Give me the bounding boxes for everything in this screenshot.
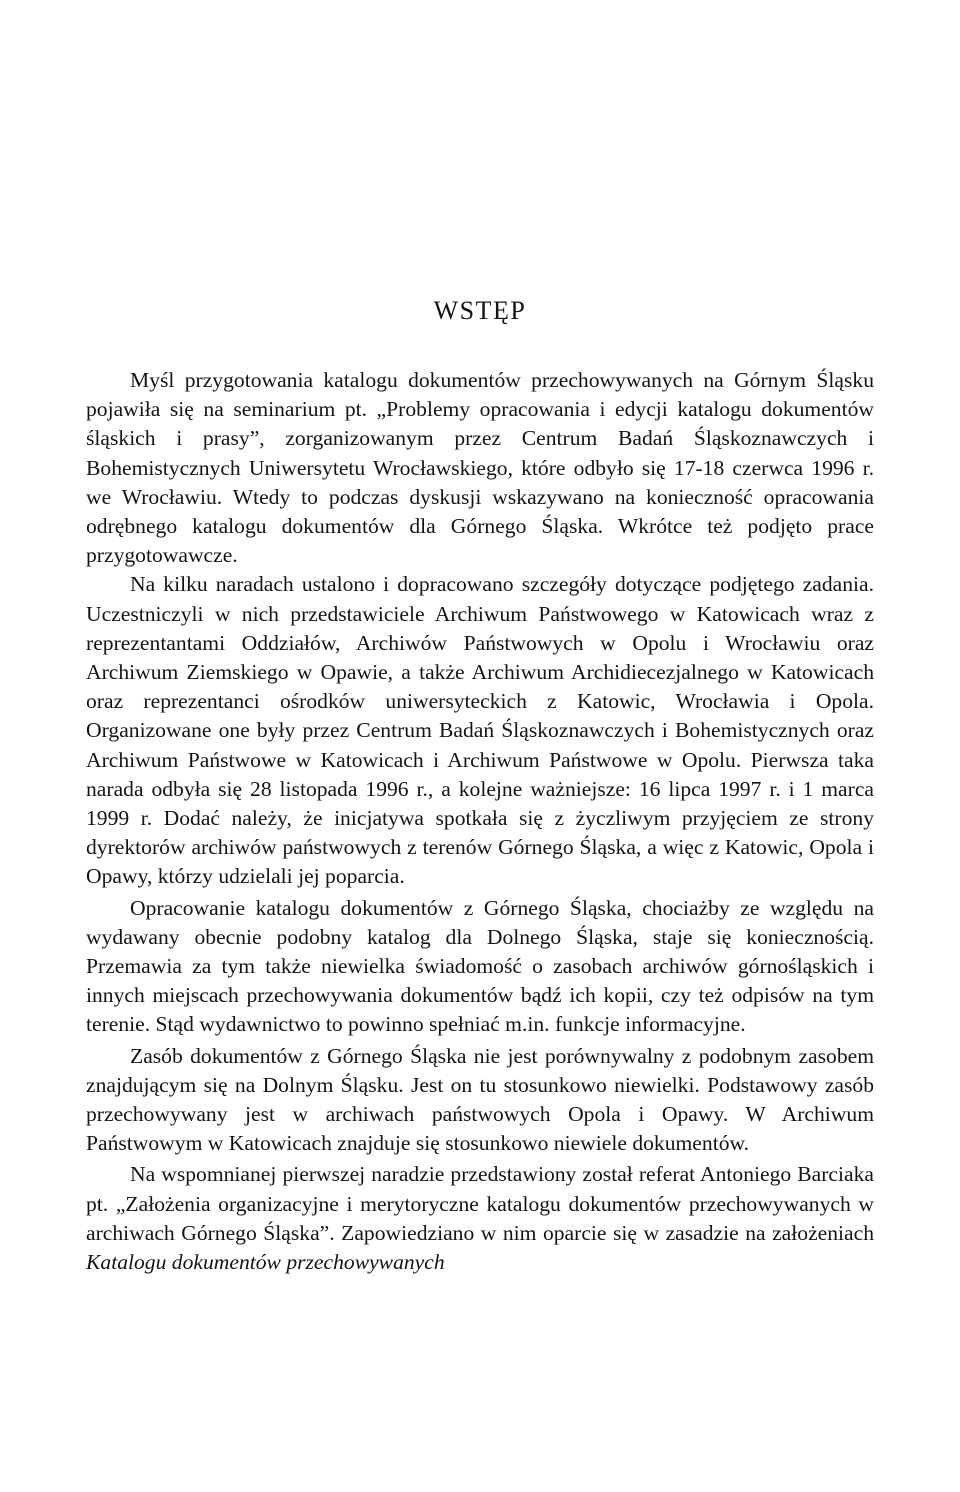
page-title: WSTĘP [433, 296, 527, 325]
paragraph-5-text: Na wspomnianej pierwszej naradzie przedstawiony został referat Antoniego Barciaka pt. „Założenia organizacyjne i merytoryczne katalogu dokumentów przechowywanych w archiwach Górnego Śląska”. Zapowiedziano w nim oparcie się w zasadzie na założeniach [86, 1162, 874, 1245]
paragraph-4: Zasób dokumentów z Górnego Śląska nie jest porównywalny z podobnym zasobem znajdującym się na Dolnym Śląsku. Jest on tu stosunkowo niewielki. Podstawowy zasób przechowywany jest w archiwach państwowych Opola i Opawy. W Archiwum Państwowym w Katowicach znajduje się stosunkowo niewiele dokumentów. [86, 1043, 874, 1156]
paragraph-5 [86, 1160, 874, 1277]
body-text [86, 366, 874, 1277]
paragraph-2: Na kilku naradach ustalono i dopracowano szczegóły dotyczące podjętego zadania. Uczestniczyli w nich przedstawiciele Archiwum Państwowego w Katowicach wraz z reprezentantami Oddziałów, Archiwów Państwowych w Opolu i Wrocławiu oraz Archiwum Ziemskiego w Opawie, a także Archiwum Archidiecezjalnego w Katowicach oraz reprezentanci ośrodków uniwersyteckich z Katowic, Wrocławia i Opola. Organizowane one były przez Centrum Badań Śląskoznawczych i Bohemistycznych oraz Archiwum Państwowe w Katowicach i Archiwum Państwowe w Opolu. Pierwsza taka narada odbyła się 28 listopada 1996 r., a kolejne ważniejsze: 16 lipca 1997 r. i 1 marca 1999 r. Dodać należy, że inicjatywa spotkała się z życzliwym przyjęciem ze strony dyrektorów archiwów państwowych z terenów Górnego Śląska, a więc z Katowic, Opola i Opawy, którzy udzielali jej poparcia. [86, 572, 874, 889]
paragraph-1: Myśl przygotowania katalogu dokumentów przechowywanych na Górnym Śląsku pojawiła się na seminarium pt. „Problemy opracowania i edycji katalogu dokumentów śląskich i prasy”, zorganizowanym przez Centrum Badań Śląskoznawczych i Bohemistycznych Uniwersytetu Wrocławskiego, które odbyło się 17-18 czerwca 1996 r. we Wrocławiu. Wtedy to podczas dyskusji wskazywano na konieczność opracowania odrębnego katalogu dokumentów dla Górnego Śląska. Wkrótce też podjęto prace przygotowawcze. [86, 368, 874, 568]
paragraph-3: Opracowanie katalogu dokumentów z Górnego Śląska, chociażby ze względu na wydawany obecnie podobny katalog dla Dolnego Śląska, staje się koniecznością. Przemawia za tym także niewielka świadomość o zasobach archiwów górnośląskich i innych miejscach przechowywania dokumentów bądź ich kopii, czy też odpisów na tym terenie. Stąd wydawnictwo to powinno spełniać m.in. funkcje informacyjne. [86, 895, 874, 1037]
paragraph-5-italic-title: Katalogu dokumentów przechowywanych [86, 1250, 445, 1275]
